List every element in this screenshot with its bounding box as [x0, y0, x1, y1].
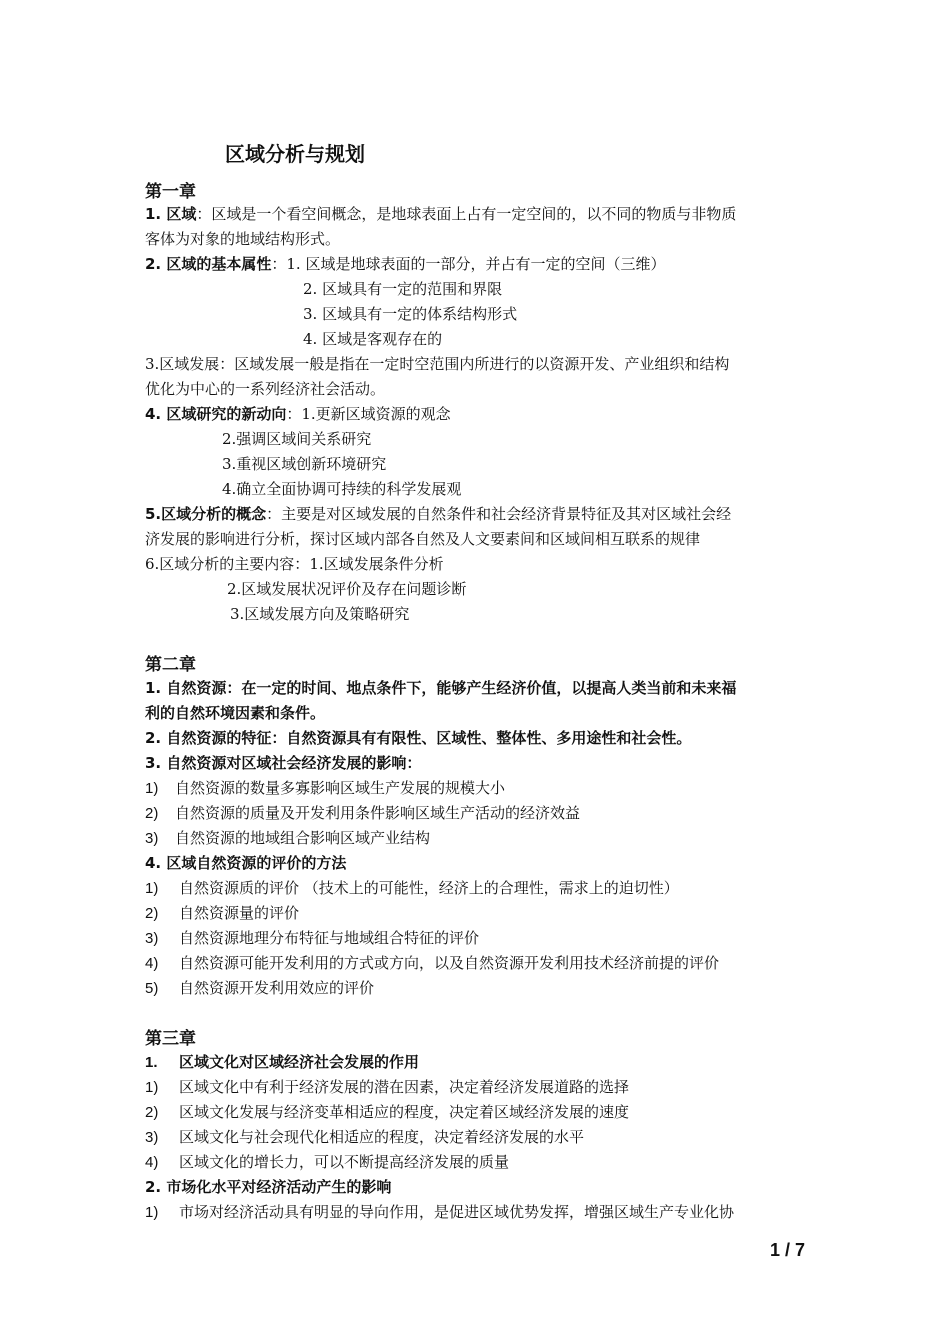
ch3-item-1-sub [145, 1101, 629, 1124]
ch2-item-1-cont: 利的自然环境因素和条件。 [145, 704, 326, 722]
ch1-item-1-label: 1. 区域 [145, 205, 197, 223]
ch1-item-2-sub-3: 3. 区域具有一定的体系结构形式 [303, 305, 518, 323]
list-number: 1) [145, 1204, 159, 1221]
list-number: 1) [145, 780, 159, 797]
ch1-item-1-cont: 客体为对象的地域结构形式。 [145, 230, 341, 248]
ch1-item-4-sub-3: 3.重视区域创新环境研究 [222, 455, 387, 473]
ch1-item-1 [145, 203, 736, 225]
list-number: 1) [145, 880, 159, 897]
ch1-item-2-label: 2. 区域的基本属性 [145, 255, 272, 273]
list-text: 区域文化发展与经济变革相适应的程度，决定着区域经济发展的速度 [179, 1103, 630, 1121]
list-text: 自然资源开发利用效应的评价 [179, 979, 375, 997]
list-number: 3) [145, 930, 159, 947]
ch1-item-1-text: 区域是一个看空间概念，是地球表面上占有一定空间的，以不同的物质与非物质 [211, 205, 737, 223]
ch2-item-3-sub [145, 802, 580, 825]
ch1-item-4-sub-4: 4.确立全面协调可持续的科学发展观 [222, 480, 462, 498]
ch2-item-3: 3. 自然资源对区域社会经济发展的影响： [145, 754, 422, 772]
ch2-item-4-sub [145, 952, 719, 975]
list-number: 4) [145, 1154, 159, 1171]
ch1-item-4 [145, 403, 451, 425]
ch1-item-5-label: 5.区域分析的概念 [145, 505, 267, 523]
ch1-item-4-label: 4. 区域研究的新动向 [145, 405, 287, 423]
ch1-item-5 [145, 503, 731, 525]
list-number: 1. [145, 1054, 158, 1071]
ch2-item-2: 2. 自然资源的特征：自然资源具有有限性、区域性、整体性、多用途性和社会性。 [145, 729, 692, 747]
list-text: 自然资源量的评价 [179, 904, 300, 922]
page-number: 1 / 7 [770, 1240, 806, 1260]
ch1-item-5-cont: 济发展的影响进行分析，探讨区域内部各自然及人文要素间和区域间相互联系的规律 [145, 530, 701, 548]
list-text: 区域文化中有利于经济发展的潜在因素，决定着经济发展道路的选择 [179, 1078, 630, 1096]
list-number: 5) [145, 980, 159, 997]
ch1-item-6-sub-2: 2.区域发展状况评价及存在问题诊断 [227, 580, 467, 598]
ch1-item-5-colon: ： [266, 505, 282, 523]
ch3-item-1 [145, 1051, 419, 1074]
list-number: 3) [145, 1129, 159, 1146]
list-text: 区域文化与社会现代化相适应的程度，决定着经济发展的水平 [179, 1128, 585, 1146]
list-text: 自然资源质的评价 （技术上的可能性，经济上的合理性，需求上的迫切性） [179, 879, 679, 897]
list-number: 2) [145, 1104, 159, 1121]
ch1-item-5-text: 主要是对区域发展的自然条件和社会经济背景特征及其对区域社会经 [281, 505, 732, 523]
ch2-item-4-sub [145, 877, 679, 900]
ch1-item-2-sub-1: 1. 区域是地球表面的一部分，并占有一定的空间（三维） [286, 255, 666, 273]
ch1-item-2-colon: ： [271, 255, 287, 273]
ch3-item-2-sub [145, 1201, 734, 1224]
list-text: 区域文化的增长力，可以不断提高经济发展的质量 [179, 1153, 510, 1171]
list-text: 自然资源的质量及开发利用条件影响区域生产活动的经济效益 [175, 804, 581, 822]
ch1-item-2-sub-2: 2. 区域具有一定的范围和界限 [303, 280, 503, 298]
ch1-item-4-sub-1: 1.更新区域资源的观念 [301, 405, 451, 423]
ch3-item-1-sub [145, 1076, 629, 1099]
chapter-1-heading: 第一章 [145, 182, 196, 202]
ch2-item-1: 1. 自然资源：在一定的时间、地点条件下，能够产生经济价值，以提高人类当前和未来福 [145, 679, 737, 697]
ch1-item-6: 6.区域分析的主要内容：1.区域发展条件分析 [145, 555, 444, 573]
ch3-item-1-text: 区域文化对区域经济社会发展的作用 [179, 1053, 420, 1071]
chapter-2-heading: 第二章 [145, 655, 196, 675]
ch2-item-3-sub [145, 777, 505, 800]
ch1-item-2 [145, 253, 665, 275]
list-number: 4) [145, 955, 159, 972]
ch2-item-4-sub [145, 902, 299, 925]
ch3-item-1-sub [145, 1126, 584, 1149]
list-number: 2) [145, 905, 159, 922]
ch1-item-6-sub-3: 3.区域发展方向及策略研究 [230, 605, 410, 623]
chapter-3-heading: 第三章 [145, 1029, 196, 1049]
list-number: 1) [145, 1079, 159, 1096]
list-number: 3) [145, 830, 159, 847]
ch1-item-1-colon: ： [196, 205, 212, 223]
ch2-item-3-sub [145, 827, 430, 850]
document-title: 区域分析与规划 [225, 142, 365, 166]
ch2-item-4-sub [145, 977, 374, 1000]
ch2-item-4-sub [145, 927, 479, 950]
list-text: 市场对经济活动具有明显的导向作用，是促进区域优势发挥，增强区域生产专业化协 [179, 1203, 735, 1221]
list-text: 自然资源的地域组合影响区域产业结构 [175, 829, 431, 847]
ch1-item-2-sub-4: 4. 区域是客观存在的 [303, 330, 443, 348]
ch1-item-4-sub-2: 2.强调区域间关系研究 [222, 430, 372, 448]
list-text: 自然资源地理分布特征与地域组合特征的评价 [179, 929, 480, 947]
ch3-item-1-sub [145, 1151, 509, 1174]
ch1-item-4-colon: ： [286, 405, 302, 423]
list-number: 2) [145, 805, 159, 822]
ch3-item-2: 2. 市场化水平对经济活动产生的影响 [145, 1178, 392, 1196]
ch2-item-4: 4. 区域自然资源的评价的方法 [145, 854, 347, 872]
ch1-item-3-cont: 优化为中心的一系列经济社会活动。 [145, 380, 386, 398]
list-text: 自然资源可能开发利用的方式或方向，以及自然资源开发利用技术经济前提的评价 [179, 954, 720, 972]
list-text: 自然资源的数量多寡影响区域生产发展的规模大小 [175, 779, 506, 797]
ch1-item-3: 3.区域发展：区域发展一般是指在一定时空范围内所进行的以资源开发、产业组织和结构 [145, 355, 730, 373]
